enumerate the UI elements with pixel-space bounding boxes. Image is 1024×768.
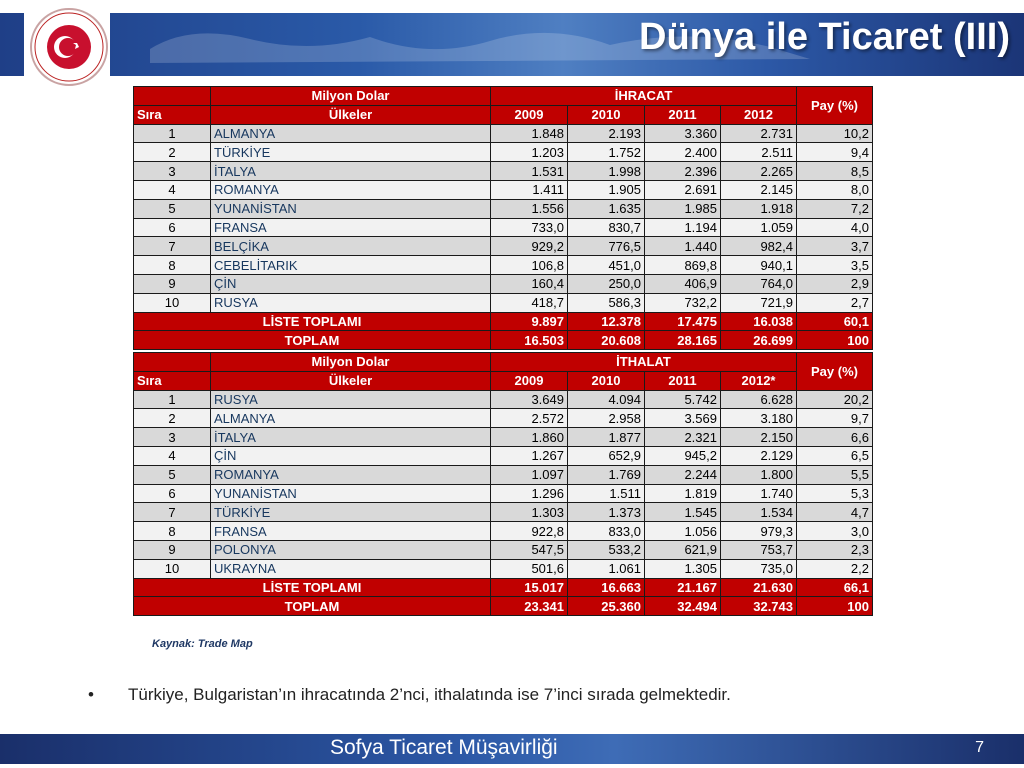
page-number: 7	[975, 739, 984, 756]
export-table	[133, 86, 873, 350]
unit-header: Milyon Dolar	[211, 87, 491, 106]
country-header: Ülkeler	[211, 371, 491, 390]
rank-cell: 7	[134, 237, 211, 256]
country-cell: TÜRKİYE	[211, 503, 491, 522]
value-cell: 2.193	[568, 124, 645, 143]
value-cell: 1.440	[645, 237, 721, 256]
rank-cell: 2	[134, 143, 211, 162]
value-cell: 1.194	[645, 218, 721, 237]
table-row	[134, 484, 873, 503]
rank-cell: 5	[134, 199, 211, 218]
total-row	[134, 578, 873, 597]
total-value-cell: 15.017	[491, 578, 568, 597]
total-label: LİSTE TOPLAMI	[134, 578, 491, 597]
table-row	[134, 124, 873, 143]
value-cell: 1.303	[491, 503, 568, 522]
value-cell: 1.800	[721, 465, 797, 484]
value-cell: 929,2	[491, 237, 568, 256]
share-cell: 9,4	[797, 143, 873, 162]
value-cell: 3.569	[645, 409, 721, 428]
value-cell: 3.180	[721, 409, 797, 428]
value-cell: 2.265	[721, 162, 797, 181]
value-cell: 2.731	[721, 124, 797, 143]
total-value-cell: 21.167	[645, 578, 721, 597]
table-row	[134, 218, 873, 237]
value-cell: 1.545	[645, 503, 721, 522]
total-value-cell: 21.630	[721, 578, 797, 597]
rank-cell: 1	[134, 390, 211, 409]
value-cell: 1.511	[568, 484, 645, 503]
value-cell: 250,0	[568, 274, 645, 293]
total-row	[134, 331, 873, 350]
value-cell: 3.649	[491, 390, 568, 409]
value-cell: 1.848	[491, 124, 568, 143]
total-value-cell: 12.378	[568, 312, 645, 331]
year-header: 2010	[568, 371, 645, 390]
total-value-cell: 25.360	[568, 597, 645, 616]
value-cell: 735,0	[721, 559, 797, 578]
total-label: LİSTE TOPLAMI	[134, 312, 491, 331]
country-cell: ROMANYA	[211, 465, 491, 484]
country-cell: RUSYA	[211, 293, 491, 312]
total-share-cell: 66,1	[797, 578, 873, 597]
country-cell: POLONYA	[211, 540, 491, 559]
rank-cell: 9	[134, 540, 211, 559]
value-cell: 982,4	[721, 237, 797, 256]
total-share-cell: 100	[797, 331, 873, 350]
value-cell: 586,3	[568, 293, 645, 312]
rank-cell: 3	[134, 162, 211, 181]
value-cell: 1.752	[568, 143, 645, 162]
value-cell: 5.742	[645, 390, 721, 409]
value-cell: 2.321	[645, 428, 721, 447]
table-row	[134, 522, 873, 541]
value-cell: 6.628	[721, 390, 797, 409]
country-cell: İTALYA	[211, 428, 491, 447]
ministry-emblem-logo	[30, 8, 108, 86]
total-value-cell: 28.165	[645, 331, 721, 350]
rank-cell: 3	[134, 428, 211, 447]
export-table-body	[134, 124, 873, 350]
value-cell: 869,8	[645, 256, 721, 275]
value-cell: 621,9	[645, 540, 721, 559]
share-cell: 3,7	[797, 237, 873, 256]
value-cell: 940,1	[721, 256, 797, 275]
value-cell: 764,0	[721, 274, 797, 293]
rank-header: Sıra	[134, 105, 211, 124]
share-cell: 2,9	[797, 274, 873, 293]
total-value-cell: 32.743	[721, 597, 797, 616]
total-value-cell: 16.038	[721, 312, 797, 331]
value-cell: 1.203	[491, 143, 568, 162]
country-cell: YUNANİSTAN	[211, 484, 491, 503]
total-label: TOPLAM	[134, 597, 491, 616]
bullet-icon: •	[88, 685, 94, 704]
table-row	[134, 559, 873, 578]
value-cell: 547,5	[491, 540, 568, 559]
year-header: 2011	[645, 371, 721, 390]
rank-cell: 10	[134, 559, 211, 578]
value-cell: 1.819	[645, 484, 721, 503]
value-cell: 2.511	[721, 143, 797, 162]
value-cell: 721,9	[721, 293, 797, 312]
share-cell: 2,3	[797, 540, 873, 559]
table-row	[134, 274, 873, 293]
value-cell: 830,7	[568, 218, 645, 237]
share-cell: 7,2	[797, 199, 873, 218]
bullet-point	[88, 685, 731, 705]
table-row	[134, 503, 873, 522]
value-cell: 776,5	[568, 237, 645, 256]
table-row	[134, 540, 873, 559]
country-cell: TÜRKİYE	[211, 143, 491, 162]
table-row	[134, 390, 873, 409]
total-label: TOPLAM	[134, 331, 491, 350]
country-cell: FRANSA	[211, 522, 491, 541]
value-cell: 406,9	[645, 274, 721, 293]
value-cell: 1.061	[568, 559, 645, 578]
value-cell: 2.145	[721, 180, 797, 199]
share-cell: 8,0	[797, 180, 873, 199]
import-table-body	[134, 390, 873, 616]
total-value-cell: 26.699	[721, 331, 797, 350]
value-cell: 1.985	[645, 199, 721, 218]
total-value-cell: 23.341	[491, 597, 568, 616]
share-cell: 10,2	[797, 124, 873, 143]
rank-cell: 1	[134, 124, 211, 143]
value-cell: 1.296	[491, 484, 568, 503]
country-cell: UKRAYNA	[211, 559, 491, 578]
year-header: 2012	[721, 105, 797, 124]
rank-cell: 6	[134, 484, 211, 503]
share-cell: 5,5	[797, 465, 873, 484]
import-table	[133, 352, 873, 616]
value-cell: 1.740	[721, 484, 797, 503]
total-row	[134, 312, 873, 331]
country-cell: ÇİN	[211, 446, 491, 465]
value-cell: 1.860	[491, 428, 568, 447]
table-row	[134, 293, 873, 312]
year-header: 2009	[491, 105, 568, 124]
rank-cell: 6	[134, 218, 211, 237]
share-header: Pay (%)	[797, 353, 873, 391]
value-cell: 945,2	[645, 446, 721, 465]
value-cell: 922,8	[491, 522, 568, 541]
footer-bar	[0, 734, 1024, 764]
bullet-text: Türkiye, Bulgaristan’ın ihracatında 2’nci, ithalatında ise 7’inci sırada gelmektedir.	[128, 685, 731, 704]
value-cell: 2.129	[721, 446, 797, 465]
value-cell: 733,0	[491, 218, 568, 237]
value-cell: 732,2	[645, 293, 721, 312]
country-cell: BELÇİKA	[211, 237, 491, 256]
table-row	[134, 428, 873, 447]
country-cell: RUSYA	[211, 390, 491, 409]
header-blank	[134, 353, 211, 372]
table-row	[134, 199, 873, 218]
share-cell: 20,2	[797, 390, 873, 409]
country-cell: YUNANİSTAN	[211, 199, 491, 218]
share-cell: 4,7	[797, 503, 873, 522]
value-cell: 1.998	[568, 162, 645, 181]
export-group-header: İHRACAT	[491, 87, 797, 106]
import-group-header: İTHALAT	[491, 353, 797, 372]
share-cell: 2,2	[797, 559, 873, 578]
rank-cell: 8	[134, 256, 211, 275]
total-value-cell: 32.494	[645, 597, 721, 616]
country-cell: İTALYA	[211, 162, 491, 181]
value-cell: 753,7	[721, 540, 797, 559]
share-cell: 2,7	[797, 293, 873, 312]
total-share-cell: 60,1	[797, 312, 873, 331]
share-cell: 5,3	[797, 484, 873, 503]
value-cell: 1.059	[721, 218, 797, 237]
share-cell: 3,0	[797, 522, 873, 541]
value-cell: 501,6	[491, 559, 568, 578]
header-blank	[134, 87, 211, 106]
year-header: 2011	[645, 105, 721, 124]
value-cell: 1.056	[645, 522, 721, 541]
value-cell: 1.305	[645, 559, 721, 578]
total-value-cell: 20.608	[568, 331, 645, 350]
value-cell: 1.097	[491, 465, 568, 484]
value-cell: 533,2	[568, 540, 645, 559]
table-row	[134, 465, 873, 484]
share-header: Pay (%)	[797, 87, 873, 125]
country-cell: FRANSA	[211, 218, 491, 237]
total-row	[134, 597, 873, 616]
value-cell: 2.244	[645, 465, 721, 484]
country-cell: CEBELİTARIK	[211, 256, 491, 275]
share-cell: 3,5	[797, 256, 873, 275]
value-cell: 1.769	[568, 465, 645, 484]
year-header: 2009	[491, 371, 568, 390]
value-cell: 160,4	[491, 274, 568, 293]
value-cell: 2.572	[491, 409, 568, 428]
table-row	[134, 446, 873, 465]
table-row	[134, 237, 873, 256]
value-cell: 4.094	[568, 390, 645, 409]
rank-cell: 4	[134, 446, 211, 465]
value-cell: 2.400	[645, 143, 721, 162]
value-cell: 1.531	[491, 162, 568, 181]
country-cell: ÇİN	[211, 274, 491, 293]
table-row	[134, 143, 873, 162]
share-cell: 8,5	[797, 162, 873, 181]
value-cell: 1.877	[568, 428, 645, 447]
value-cell: 1.556	[491, 199, 568, 218]
rank-cell: 4	[134, 180, 211, 199]
share-cell: 6,6	[797, 428, 873, 447]
value-cell: 2.396	[645, 162, 721, 181]
slide-title: Dünya ile Ticaret (III)	[639, 16, 1010, 58]
country-header: Ülkeler	[211, 105, 491, 124]
value-cell: 2.691	[645, 180, 721, 199]
year-header: 2010	[568, 105, 645, 124]
total-share-cell: 100	[797, 597, 873, 616]
total-value-cell: 16.663	[568, 578, 645, 597]
table-row	[134, 180, 873, 199]
value-cell: 451,0	[568, 256, 645, 275]
value-cell: 1.534	[721, 503, 797, 522]
rank-header: Sıra	[134, 371, 211, 390]
share-cell: 9,7	[797, 409, 873, 428]
value-cell: 1.411	[491, 180, 568, 199]
country-cell: ROMANYA	[211, 180, 491, 199]
rank-cell: 9	[134, 274, 211, 293]
rank-cell: 5	[134, 465, 211, 484]
country-cell: ALMANYA	[211, 409, 491, 428]
value-cell: 3.360	[645, 124, 721, 143]
value-cell: 2.958	[568, 409, 645, 428]
value-cell: 106,8	[491, 256, 568, 275]
rank-cell: 8	[134, 522, 211, 541]
value-cell: 1.635	[568, 199, 645, 218]
value-cell: 2.150	[721, 428, 797, 447]
rank-cell: 2	[134, 409, 211, 428]
footer-text: Sofya Ticaret Müşavirliği	[330, 736, 558, 759]
rank-cell: 7	[134, 503, 211, 522]
year-header: 2012*	[721, 371, 797, 390]
table-row	[134, 162, 873, 181]
total-value-cell: 17.475	[645, 312, 721, 331]
source-note: Kaynak: Trade Map	[152, 638, 253, 650]
value-cell: 1.905	[568, 180, 645, 199]
value-cell: 1.267	[491, 446, 568, 465]
share-cell: 6,5	[797, 446, 873, 465]
value-cell: 652,9	[568, 446, 645, 465]
total-value-cell: 9.897	[491, 312, 568, 331]
total-value-cell: 16.503	[491, 331, 568, 350]
value-cell: 1.373	[568, 503, 645, 522]
table-row	[134, 256, 873, 275]
value-cell: 418,7	[491, 293, 568, 312]
value-cell: 979,3	[721, 522, 797, 541]
rank-cell: 10	[134, 293, 211, 312]
value-cell: 1.918	[721, 199, 797, 218]
country-cell: ALMANYA	[211, 124, 491, 143]
share-cell: 4,0	[797, 218, 873, 237]
unit-header: Milyon Dolar	[211, 353, 491, 372]
table-row	[134, 409, 873, 428]
value-cell: 833,0	[568, 522, 645, 541]
